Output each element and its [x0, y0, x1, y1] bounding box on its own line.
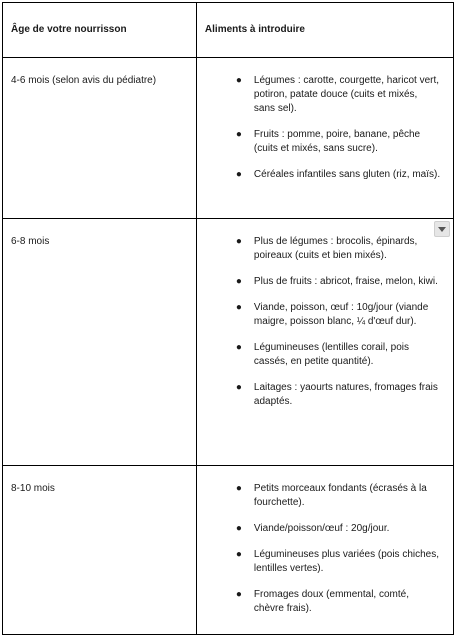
header-cell-foods[interactable]	[196, 3, 453, 58]
foods-list	[197, 58, 453, 182]
list-item	[235, 548, 441, 576]
list-item-text: Légumineuses plus variées (pois chiches, lentilles vertes).	[253, 549, 440, 574]
list-item	[235, 341, 441, 369]
bullet-icon: ●	[235, 382, 242, 393]
list-item-text: Fruits : pomme, poire, banane, pêche (cuits et mixés, sans sucre).	[253, 129, 421, 154]
bullet-icon: ●	[235, 75, 242, 86]
list-item	[235, 381, 441, 409]
list-item	[235, 301, 441, 329]
header-age-label: Âge de votre nourrisson	[11, 24, 127, 35]
bullet-icon: ●	[235, 342, 242, 353]
list-item-text: Viande/poisson/œuf : 20g/jour.	[253, 523, 390, 534]
list-item-text: Viande, poisson, œuf : 10g/jour (viande maigre, poisson blanc, ¼ d'œuf dur).	[253, 302, 429, 327]
list-item-text: Petits morceaux fondants (écrasés à la fourchette).	[253, 483, 427, 508]
bullet-icon: ●	[235, 129, 242, 140]
bullet-icon: ●	[235, 169, 242, 180]
age-cell[interactable]	[3, 466, 197, 635]
age-label: 8-10 mois	[11, 483, 55, 494]
foods-cell[interactable]	[196, 466, 453, 635]
bullet-icon: ●	[235, 589, 242, 600]
header-foods-label: Aliments à introduire	[204, 24, 305, 35]
table-row	[3, 466, 454, 635]
bullet-icon: ●	[235, 483, 242, 494]
list-item-text: Légumes : carotte, courgette, haricot vert, potiron, patate douce (cuits et mixés, sans sel).	[253, 75, 440, 114]
dropdown-arrow-icon	[435, 222, 449, 236]
list-item	[235, 588, 441, 616]
list-item-text: Plus de légumes : brocolis, épinards, poireaux (cuits et bien mixés).	[253, 236, 418, 261]
age-label: 6-8 mois	[11, 236, 50, 247]
foods-cell[interactable]	[196, 58, 453, 219]
header-cell-age[interactable]	[3, 3, 197, 58]
bullet-icon: ●	[235, 236, 242, 247]
table-header-row	[3, 3, 454, 58]
list-item-text: Céréales infantiles sans gluten (riz, maïs).	[253, 169, 441, 180]
list-item	[235, 522, 441, 536]
cell-dropdown-button[interactable]	[434, 221, 450, 237]
table-row	[3, 58, 454, 219]
list-item-text: Fromages doux (emmental, comté, chèvre frais).	[253, 589, 409, 614]
bullet-icon: ●	[235, 523, 242, 534]
age-cell[interactable]	[3, 58, 197, 219]
list-item-text: Légumineuses (lentilles corail, pois cassés, en petite quantité).	[253, 342, 409, 367]
bullet-icon: ●	[235, 302, 242, 313]
age-cell[interactable]	[3, 219, 197, 466]
age-label: 4-6 mois (selon avis du pédiatre)	[11, 75, 157, 86]
list-item	[235, 74, 441, 116]
list-item	[235, 128, 441, 156]
list-item-text: Laitages : yaourts natures, fromages frais adaptés.	[253, 382, 438, 407]
table-row	[3, 219, 454, 466]
list-item-text: Plus de fruits : abricot, fraise, melon, kiwi.	[253, 276, 438, 287]
bullet-icon: ●	[235, 549, 242, 560]
foods-list	[197, 466, 453, 616]
food-introduction-table	[2, 2, 454, 635]
bullet-icon: ●	[235, 276, 242, 287]
foods-cell[interactable]	[196, 219, 453, 466]
list-item	[235, 235, 441, 263]
list-item	[235, 482, 441, 510]
list-item	[235, 168, 441, 182]
foods-list	[197, 219, 453, 409]
list-item	[235, 275, 441, 289]
